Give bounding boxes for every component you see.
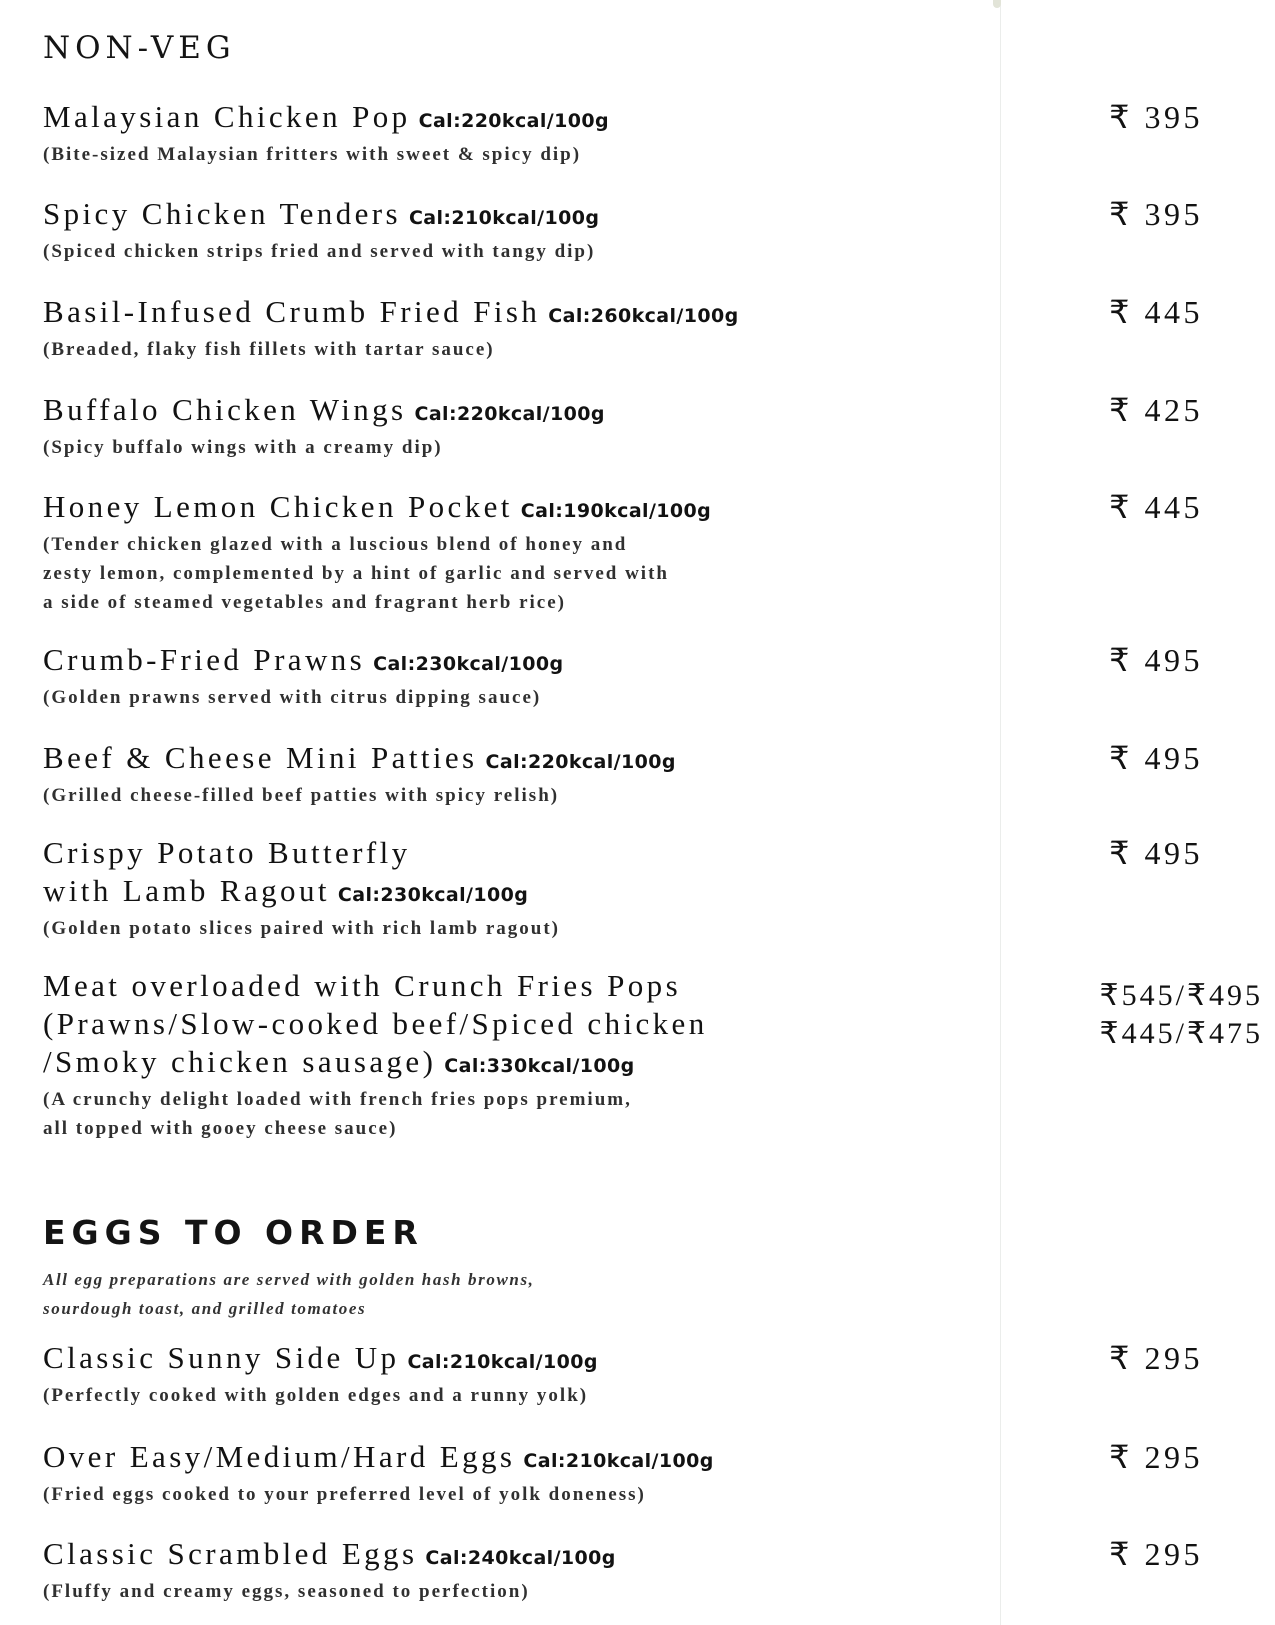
item-name: Basil-Infused Crumb Fried Fish xyxy=(43,294,541,329)
item-name-line xyxy=(43,834,1263,914)
item-name-line xyxy=(43,1535,1263,1577)
item-description: (Perfectly cooked with golden edges and a runny yolk) xyxy=(43,1385,589,1406)
item-name: Buffalo Chicken Wings xyxy=(43,392,407,427)
item-name-line xyxy=(43,1339,1263,1381)
menu-item-buffalo-chicken-wings xyxy=(43,391,1263,462)
menu-item-spicy-chicken-tenders xyxy=(43,195,1263,266)
item-price: ₹ 295 xyxy=(1109,1340,1203,1376)
menu-item-classic-scrambled-eggs xyxy=(43,1535,1263,1606)
item-name: Beef & Cheese Mini Patties xyxy=(43,740,478,775)
item-calories: Cal:210kcal/100g xyxy=(408,207,600,229)
item-name: Classic Sunny Side Up xyxy=(43,1340,400,1375)
item-description: (Golden potato slices paired with rich lamb ragout) xyxy=(43,918,561,939)
menu-item-basil-infused-crumb-fried-fish xyxy=(43,293,1263,364)
item-description: (A crunchy delight loaded with french fries pops premium, all topped with gooey cheese sauce) xyxy=(43,1089,632,1139)
section-title-non-veg: NON-VEG xyxy=(43,30,236,66)
item-description: (Spiced chicken strips fried and served with tangy dip) xyxy=(43,241,596,262)
item-calories: Cal:230kcal/100g xyxy=(337,884,529,906)
item-name-line xyxy=(43,1438,1263,1480)
item-description: (Bite-sized Malaysian fritters with sweet & spicy dip) xyxy=(43,144,582,165)
item-name-line xyxy=(43,641,1263,683)
top-ornament-dot xyxy=(993,0,1001,8)
item-calories: Cal:220kcal/100g xyxy=(485,751,676,773)
item-calories: Cal:220kcal/100g xyxy=(414,403,605,425)
item-name-line xyxy=(43,739,1263,781)
item-description: (Fried eggs cooked to your preferred level of yolk doneness) xyxy=(43,1484,646,1505)
item-name: Spicy Chicken Tenders xyxy=(43,196,401,231)
item-price: ₹ 495 xyxy=(1109,740,1203,776)
item-name: Over Easy/Medium/Hard Eggs xyxy=(43,1439,516,1474)
item-description: (Spicy buffalo wings with a creamy dip) xyxy=(43,437,443,458)
item-calories: Cal:260kcal/100g xyxy=(548,305,739,327)
item-calories: Cal:240kcal/100g xyxy=(425,1547,616,1569)
item-calories: Cal:230kcal/100g xyxy=(373,653,564,675)
item-calories: Cal:190kcal/100g xyxy=(520,500,712,522)
item-name: Crispy Potato Butterfly with Lamb Ragout xyxy=(43,835,411,908)
item-name: Meat overloaded with Crunch Fries Pops (Prawns/Slow-cooked beef/Spiced chicken /Smoky chicken sausage) xyxy=(43,968,708,1079)
item-price: ₹ 495 xyxy=(1109,642,1203,678)
menu-item-over-easy-medium-hard-eggs xyxy=(43,1438,1263,1509)
menu-item-meat-overloaded-crunch-fries-pops xyxy=(43,967,1263,1143)
item-price: ₹ 445 xyxy=(1109,294,1203,330)
item-description: (Grilled cheese-filled beef patties with spicy relish) xyxy=(43,785,560,806)
section-note: All egg preparations are served with golden hash browns, sourdough toast, and grilled tomatoes xyxy=(43,1270,535,1318)
menu-item-classic-sunny-side-up xyxy=(43,1339,1263,1410)
item-calories: Cal:210kcal/100g xyxy=(407,1351,598,1373)
menu-item-beef-cheese-mini-patties xyxy=(43,739,1263,810)
menu-item-honey-lemon-chicken-pocket xyxy=(43,488,1263,617)
item-price: ₹ 445 xyxy=(1109,489,1203,525)
section-title-eggs-to-order: EGGS TO ORDER xyxy=(43,1213,424,1252)
item-name-line xyxy=(43,195,1263,237)
item-calories: Cal:330kcal/100g xyxy=(444,1055,635,1077)
item-name-line xyxy=(43,98,1263,140)
item-calories: Cal:220kcal/100g xyxy=(418,110,609,132)
item-price: ₹545/₹495 ₹445/₹475 xyxy=(1099,979,1263,1050)
item-name: Crumb-Fried Prawns xyxy=(43,642,366,677)
item-description: (Breaded, flaky fish fillets with tartar sauce) xyxy=(43,339,495,360)
item-name: Honey Lemon Chicken Pocket xyxy=(43,489,513,524)
item-price: ₹ 395 xyxy=(1109,196,1203,232)
menu-item-malaysian-chicken-pop xyxy=(43,98,1263,169)
item-price: ₹ 395 xyxy=(1109,99,1203,135)
menu-item-crispy-potato-butterfly xyxy=(43,834,1263,943)
item-price: ₹ 495 xyxy=(1109,835,1203,871)
item-price: ₹ 295 xyxy=(1109,1536,1203,1572)
item-price: ₹ 295 xyxy=(1109,1439,1203,1475)
item-description: (Tender chicken glazed with a luscious blend of honey and zesty lemon, complemented by a hint of garlic and served with a side of steamed vegetables and fragrant herb rice) xyxy=(43,534,669,613)
item-description: (Fluffy and creamy eggs, seasoned to perfection) xyxy=(43,1581,530,1602)
item-name: Classic Scrambled Eggs xyxy=(43,1536,418,1571)
item-name-line xyxy=(43,391,1263,433)
item-name-line xyxy=(43,967,1263,1085)
item-name-line xyxy=(43,293,1263,335)
item-calories: Cal:210kcal/100g xyxy=(523,1450,714,1472)
item-description: (Golden prawns served with citrus dipping sauce) xyxy=(43,687,542,708)
item-price: ₹ 425 xyxy=(1109,392,1203,428)
item-name-line xyxy=(43,488,1263,530)
menu-item-crumb-fried-prawns xyxy=(43,641,1263,712)
item-name: Malaysian Chicken Pop xyxy=(43,99,411,134)
